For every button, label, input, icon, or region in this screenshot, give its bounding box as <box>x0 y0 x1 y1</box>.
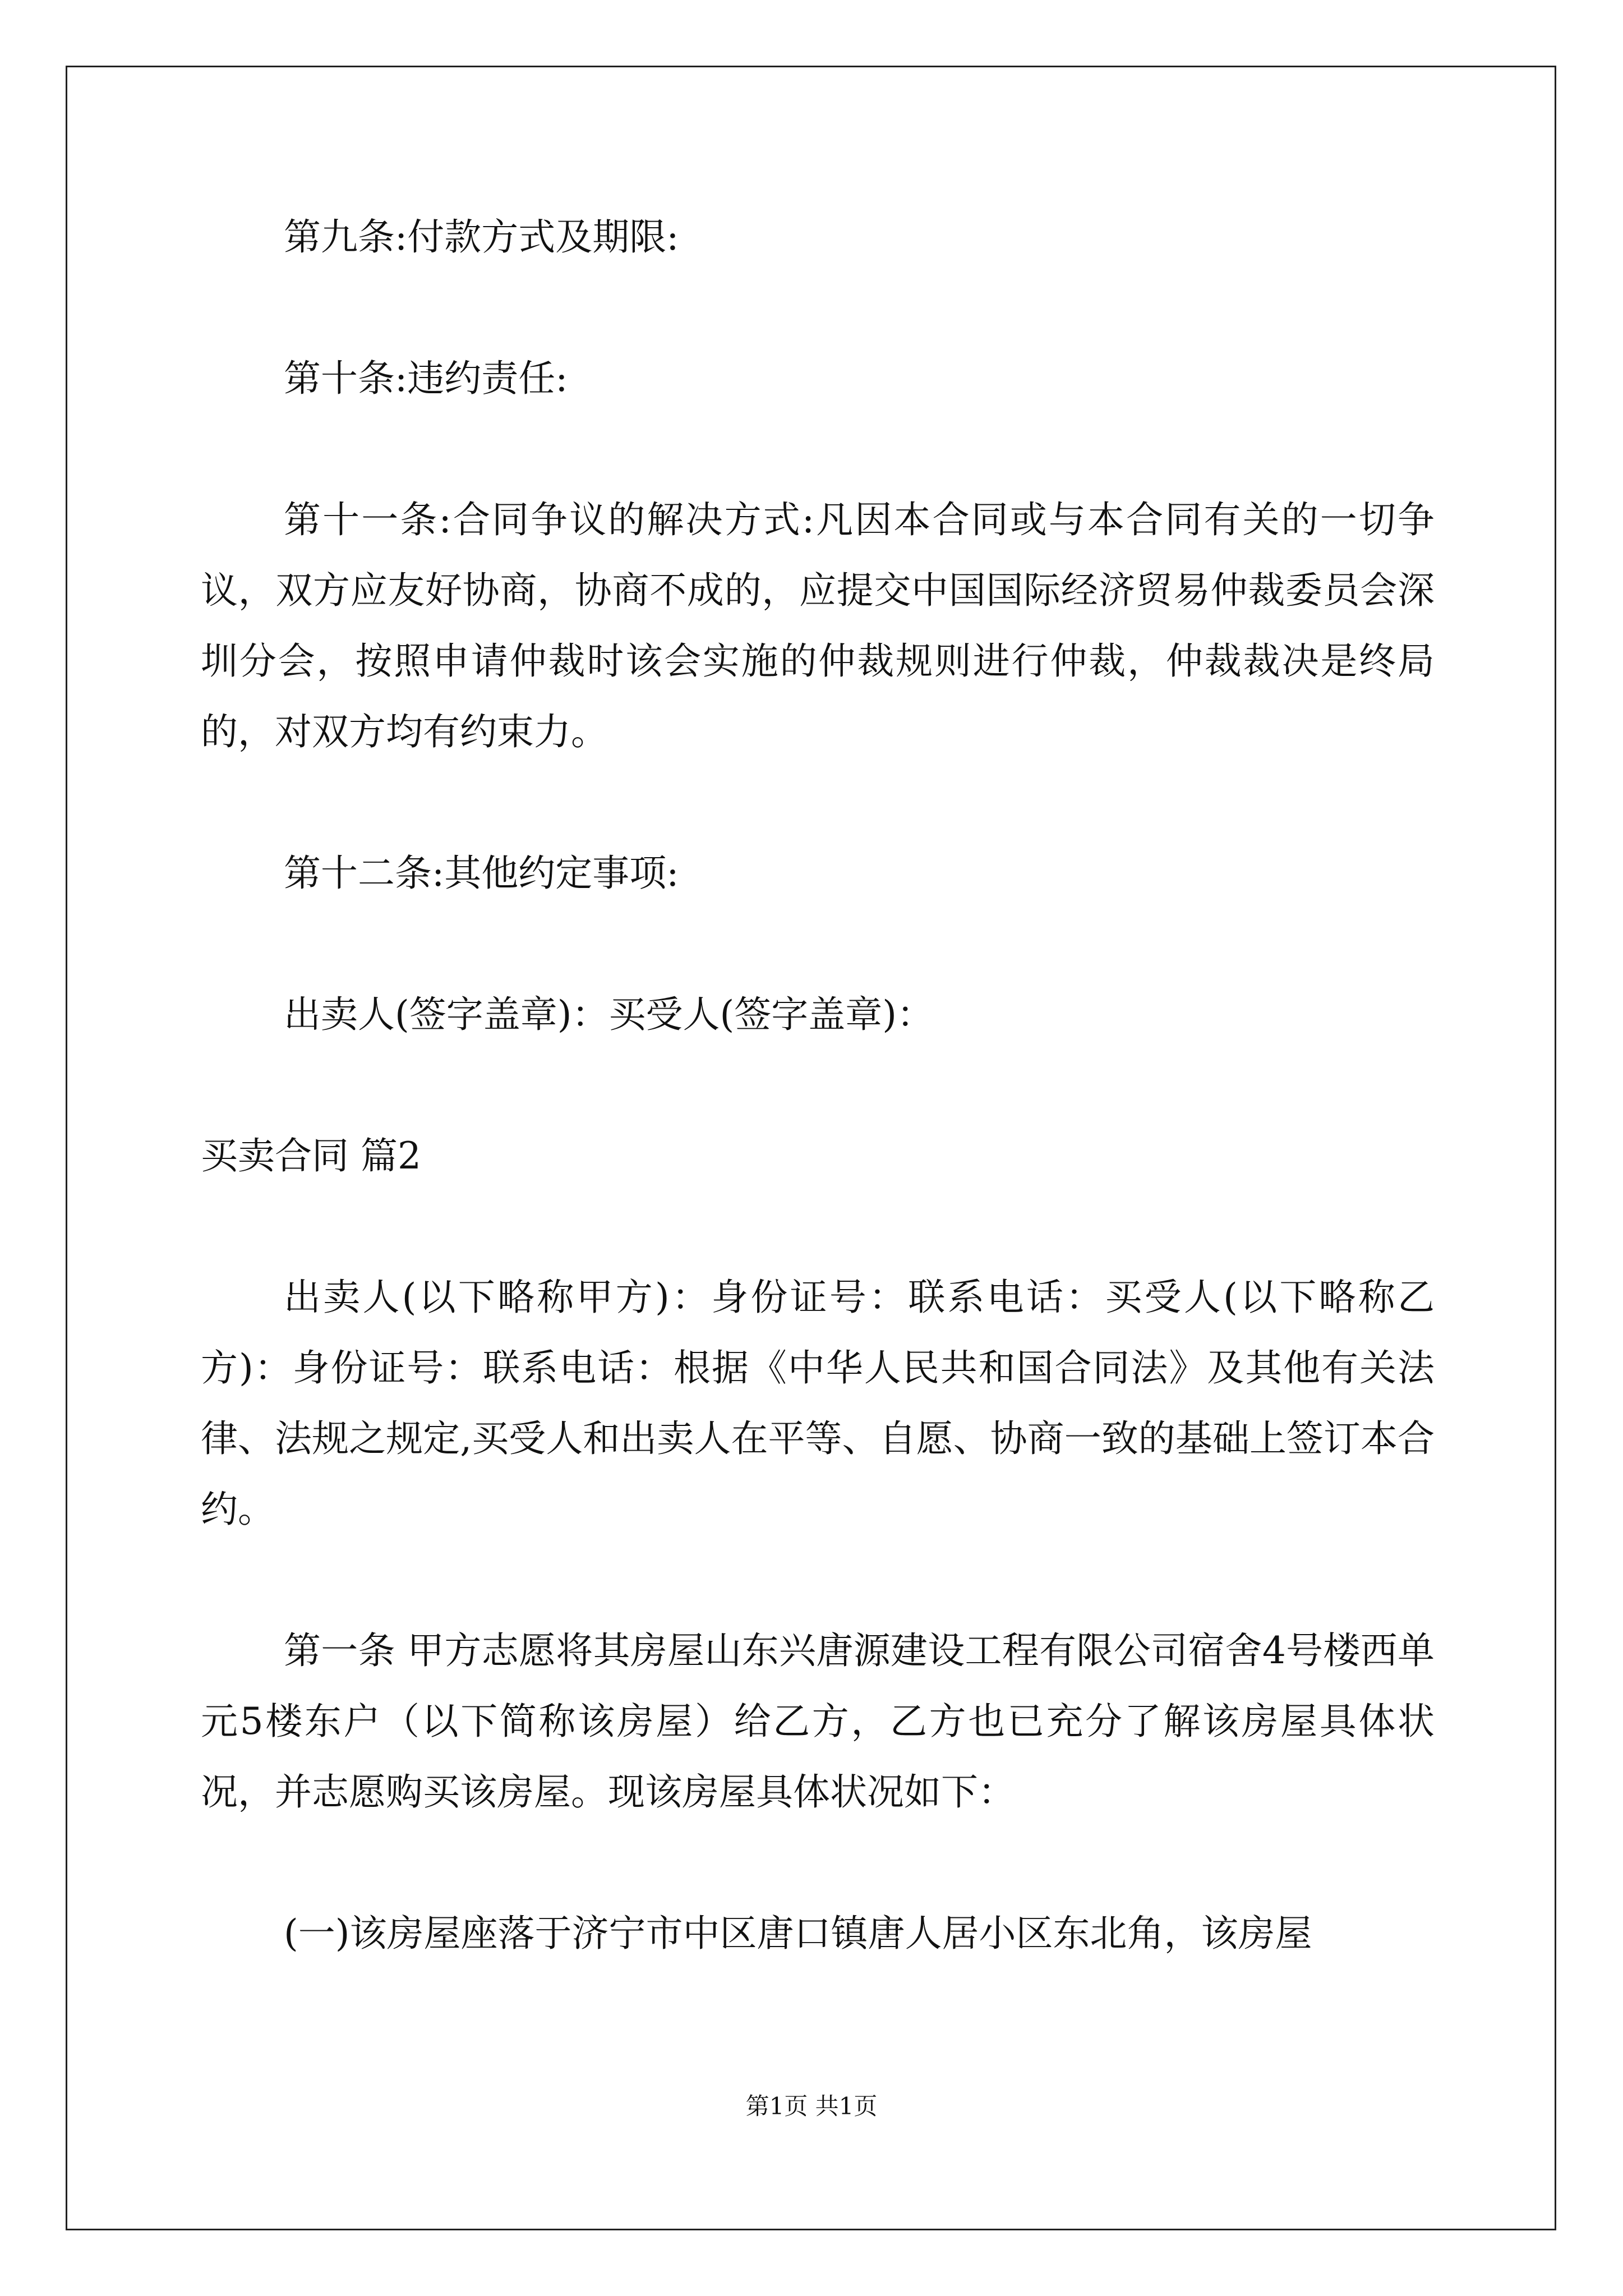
paragraph-article-9: 第九条:付款方式及期限: <box>284 215 679 259</box>
section-heading: 买卖合同 篇2 <box>201 1134 421 1177</box>
document-body <box>201 202 1435 2040</box>
page-footer: 第1页 共1页 <box>745 2092 878 2120</box>
paragraph-article-10: 第十条:违约责任: <box>284 357 568 400</box>
paragraph-article-1: 第一条 甲方志愿将其房屋山东兴唐源建设工程有限公司宿舍4号楼西单元5楼东户（以下简称该房屋）给乙方，乙方也已充分了解该房屋具体状况，并志愿购买该房屋。现该房屋具体状况如下： <box>201 1629 1435 1814</box>
paragraph-article-11: 第十一条:合同争议的解决方式:凡因本合同或与本合同有关的一切争议，双方应友好协商，协商不成的，应提交中国国际经济贸易仲裁委员会深圳分会，按照申请仲裁时该会实施的仲裁规则进行仲裁，仲裁裁决是终局的，对双方均有约束力。 <box>201 498 1435 753</box>
paragraph-signatures: 出卖人(签字盖章)：买受人(签字盖章)： <box>284 993 934 1036</box>
paragraph-article-12: 第十二条:其他约定事项: <box>284 852 679 895</box>
paragraph-parties: 出卖人(以下略称甲方)：身份证号：联系电话：买受人(以下略称乙方)：身份证号：联系电话：根据《中华人民共和国合同法》及其他有关法律、法规之规定,买受人和出卖人在平等、自愿、协商一致的基础上签订本合约。 <box>201 1276 1435 1531</box>
paragraph-clause-1: (一)该房屋座落于济宁市中区唐口镇唐人居小区东北角，该房屋 <box>284 1912 1312 1955</box>
